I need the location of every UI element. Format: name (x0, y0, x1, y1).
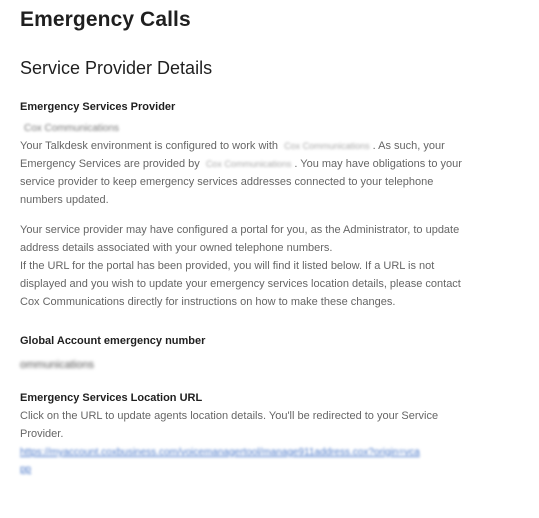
provider-description (20, 137, 470, 209)
provider-description-suffix: . You may have obligations to your service provider to keep emergency services addresses connected to your telephone numbers updated. (20, 158, 462, 206)
provider-inline-name-1: Cox Communications (284, 141, 370, 151)
provider-inline-name-2: Cox Communications (205, 159, 292, 169)
location-url-description: Click on the URL to update agents location details. You'll be redirected to your Service Provider. (20, 410, 439, 440)
global-number-label: Global Account emergency number (20, 335, 206, 347)
provider-description-prefix: Your Talkdesk environment is configured to work with (20, 140, 279, 152)
location-url-link[interactable]: https://myaccount.coxbusiness.com/voicemanagertool/manage911address.cox?origin=vcapp (20, 447, 420, 475)
portal-description (20, 221, 470, 311)
section-title: Service Provider Details (20, 58, 213, 78)
emergency-services-provider-label: Emergency Services Provider (20, 101, 176, 113)
portal-description-line-2: If the URL for the portal has been provided, you will find it listed below. If a URL is not displayed and you wish to update your emergency services location details, please contact Cox Communications directly for instructions on how to make these changes. (20, 260, 461, 308)
global-number-value: ommunications (20, 359, 94, 371)
portal-description-line-1: Your service provider may have configured a portal for you, as the Administrator, to update address details associated with your owned telephone numbers. (20, 224, 460, 254)
location-url-label: Emergency Services Location URL (20, 392, 203, 404)
page-title: Emergency Calls (20, 8, 191, 31)
provider-name-value: Cox Communications (24, 123, 120, 134)
provider-description-mid: . As such, your Emergency Services are provided by (20, 140, 445, 170)
